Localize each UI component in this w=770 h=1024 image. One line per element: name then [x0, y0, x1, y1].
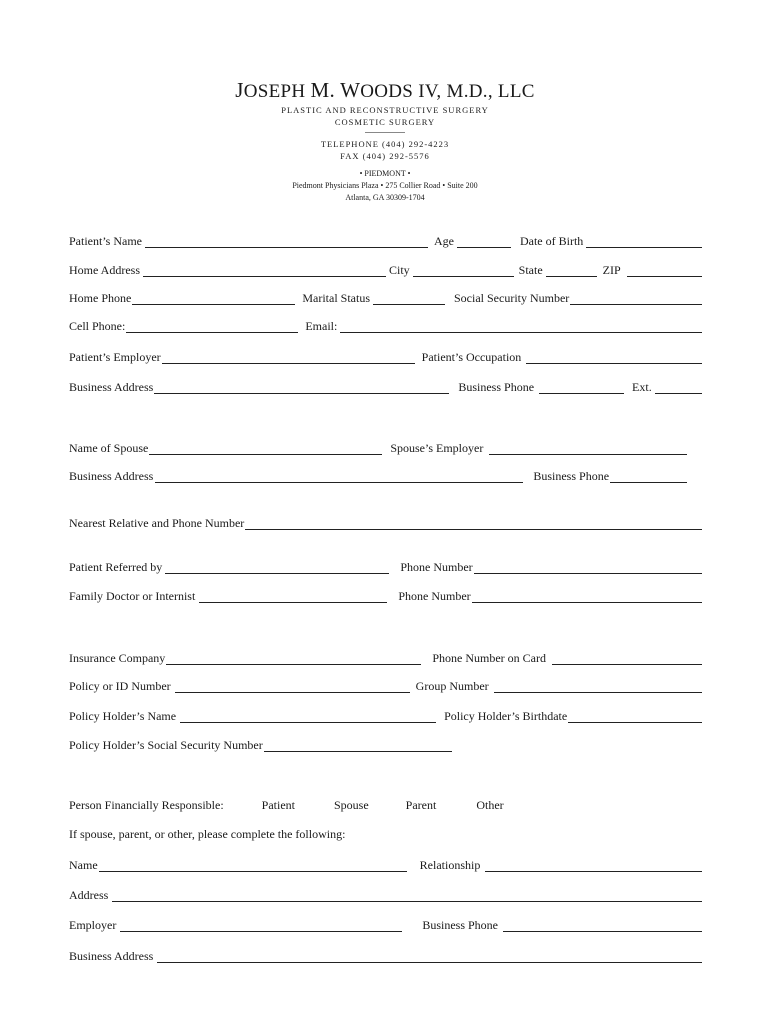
letterhead-divider: [365, 132, 405, 133]
family-doctor-field[interactable]: [199, 590, 387, 603]
spouse-business-phone-field[interactable]: [610, 470, 687, 483]
policy-holder-ssn-label: Policy Holder’s Social Security Number: [69, 738, 263, 752]
age-field[interactable]: [457, 235, 511, 248]
zip-field[interactable]: [627, 264, 702, 277]
home-phone-field[interactable]: [132, 292, 295, 305]
referred-by-field[interactable]: [165, 561, 389, 574]
phone-on-card-label: Phone Number on Card: [432, 651, 546, 665]
row-patient-name: [69, 232, 702, 248]
row-financially-responsible: [69, 796, 702, 812]
policy-holder-birthdate-field[interactable]: [568, 710, 702, 723]
responsible-business-address-field[interactable]: [157, 950, 702, 963]
city-field[interactable]: [413, 264, 514, 277]
row-responsible-employer: [69, 916, 702, 932]
email-field[interactable]: [340, 320, 702, 333]
policy-id-field[interactable]: [175, 680, 410, 693]
row-nearest-relative: [69, 514, 702, 530]
telephone: TELEPHONE (404) 292-4223: [320, 139, 450, 149]
age-label: Age: [433, 234, 454, 248]
state-label: State: [518, 263, 543, 277]
family-doctor-label: Family Doctor or Internist: [69, 589, 196, 603]
zip-label: ZIP: [602, 263, 621, 277]
policy-id-label: Policy or ID Number: [69, 679, 171, 693]
address-line-2: Atlanta, GA 30309-1704: [345, 193, 425, 202]
business-phone-field[interactable]: [539, 381, 624, 394]
home-address-field[interactable]: [143, 264, 386, 277]
spouse-business-address-field[interactable]: [155, 470, 523, 483]
row-home-phone: [69, 289, 702, 305]
fax: FAX (404) 292-5576: [340, 151, 430, 161]
home-address-label: Home Address: [69, 263, 140, 277]
if-spouse-note: If spouse, parent, or other, please complete the following:: [69, 827, 346, 841]
patients-occupation-label: Patient’s Occupation: [421, 350, 522, 364]
marital-status-label: Marital Status: [302, 291, 370, 305]
phone-on-card-field[interactable]: [552, 652, 702, 665]
patients-name-field[interactable]: [145, 235, 428, 248]
practice-name: JOSEPH M. WOODS IV, M.D., LLC: [235, 78, 535, 102]
policy-holder-birthdate-label: Policy Holder’s Birthdate: [444, 709, 568, 723]
business-address-label: Business Address: [69, 380, 154, 394]
group-number-field[interactable]: [494, 680, 702, 693]
responsible-address-label: Address: [69, 888, 109, 902]
marital-status-field[interactable]: [373, 292, 445, 305]
responsible-address-field[interactable]: [112, 889, 702, 902]
ext-field[interactable]: [655, 381, 702, 394]
row-policy-holder-ssn: [69, 736, 702, 752]
responsible-employer-label: Employer: [69, 918, 117, 932]
insurance-company-label: Insurance Company: [69, 651, 166, 665]
referred-phone-field[interactable]: [474, 561, 702, 574]
referred-phone-label: Phone Number: [400, 560, 473, 574]
business-address-field[interactable]: [154, 381, 449, 394]
row-home-address: [69, 261, 702, 277]
group-number-label: Group Number: [415, 679, 489, 693]
row-patient-employer: [69, 348, 702, 364]
email-label: Email:: [305, 319, 338, 333]
ssn-field[interactable]: [570, 292, 702, 305]
spouses-employer-label: Spouse’s Employer: [390, 441, 484, 455]
state-field[interactable]: [546, 264, 597, 277]
row-policy-id: [69, 677, 702, 693]
spouse-business-phone-label: Business Phone: [533, 469, 610, 483]
responsible-name-field[interactable]: [99, 859, 407, 872]
patients-employer-field[interactable]: [162, 351, 415, 364]
dob-label: Date of Birth: [519, 234, 584, 248]
financially-responsible-label: Person Financially Responsible:: [69, 798, 224, 812]
row-referred-by: [69, 558, 702, 574]
option-spouse[interactable]: Spouse: [333, 798, 369, 812]
option-parent[interactable]: Parent: [405, 798, 437, 812]
option-other[interactable]: Other: [476, 798, 504, 812]
location: • PIEDMONT •: [359, 169, 411, 178]
row-spouse-name: [69, 439, 702, 455]
spouses-employer-field[interactable]: [489, 442, 687, 455]
responsible-employer-field[interactable]: [120, 919, 402, 932]
address-line-1: Piedmont Physicians Plaza • 275 Collier Road • Suite 200: [292, 181, 478, 190]
patients-employer-label: Patient’s Employer: [69, 350, 161, 364]
spouse-name-field[interactable]: [149, 442, 382, 455]
cell-phone-field[interactable]: [126, 320, 298, 333]
nearest-relative-field[interactable]: [245, 517, 702, 530]
option-patient[interactable]: Patient: [261, 798, 295, 812]
spouse-name-label: Name of Spouse: [69, 441, 149, 455]
referred-by-label: Patient Referred by: [69, 560, 163, 574]
row-family-doctor: [69, 587, 702, 603]
ssn-label: Social Security Number: [454, 291, 570, 305]
nearest-relative-label: Nearest Relative and Phone Number: [69, 516, 245, 530]
specialty-line-1: PLASTIC AND RECONSTRUCTIVE SURGERY: [281, 105, 489, 115]
responsible-name-label: Name: [69, 858, 98, 872]
insurance-company-field[interactable]: [166, 652, 421, 665]
spouse-business-address-label: Business Address: [69, 469, 154, 483]
dob-field[interactable]: [586, 235, 702, 248]
responsible-business-phone-field[interactable]: [503, 919, 702, 932]
ext-label: Ext.: [632, 380, 652, 394]
responsible-business-phone-label: Business Phone: [422, 918, 499, 932]
policy-holder-name-label: Policy Holder’s Name: [69, 709, 177, 723]
row-policy-holder-name: [69, 707, 702, 723]
row-responsible-name: [69, 856, 702, 872]
cell-phone-label: Cell Phone:: [69, 319, 126, 333]
business-phone-label: Business Phone: [458, 380, 535, 394]
row-patient-business-address: [69, 378, 702, 394]
home-phone-label: Home Phone: [69, 291, 132, 305]
responsible-business-address-label: Business Address: [69, 949, 154, 963]
patients-name-label: Patient’s Name: [69, 234, 142, 248]
doctor-phone-label: Phone Number: [398, 589, 471, 603]
row-spouse-business-address: [69, 467, 702, 483]
row-cell-phone: [69, 317, 702, 333]
row-responsible-address: [69, 886, 702, 902]
specialty-line-2: COSMETIC SURGERY: [334, 117, 436, 127]
doctor-phone-field[interactable]: [472, 590, 702, 603]
policy-holder-ssn-field[interactable]: [264, 739, 452, 752]
letterhead: [0, 78, 770, 204]
row-insurance-company: [69, 649, 702, 665]
relationship-field[interactable]: [485, 859, 702, 872]
row-responsible-business-address: [69, 947, 702, 963]
patients-occupation-field[interactable]: [526, 351, 702, 364]
policy-holder-name-field[interactable]: [180, 710, 436, 723]
relationship-label: Relationship: [419, 858, 481, 872]
city-label: City: [389, 263, 410, 277]
